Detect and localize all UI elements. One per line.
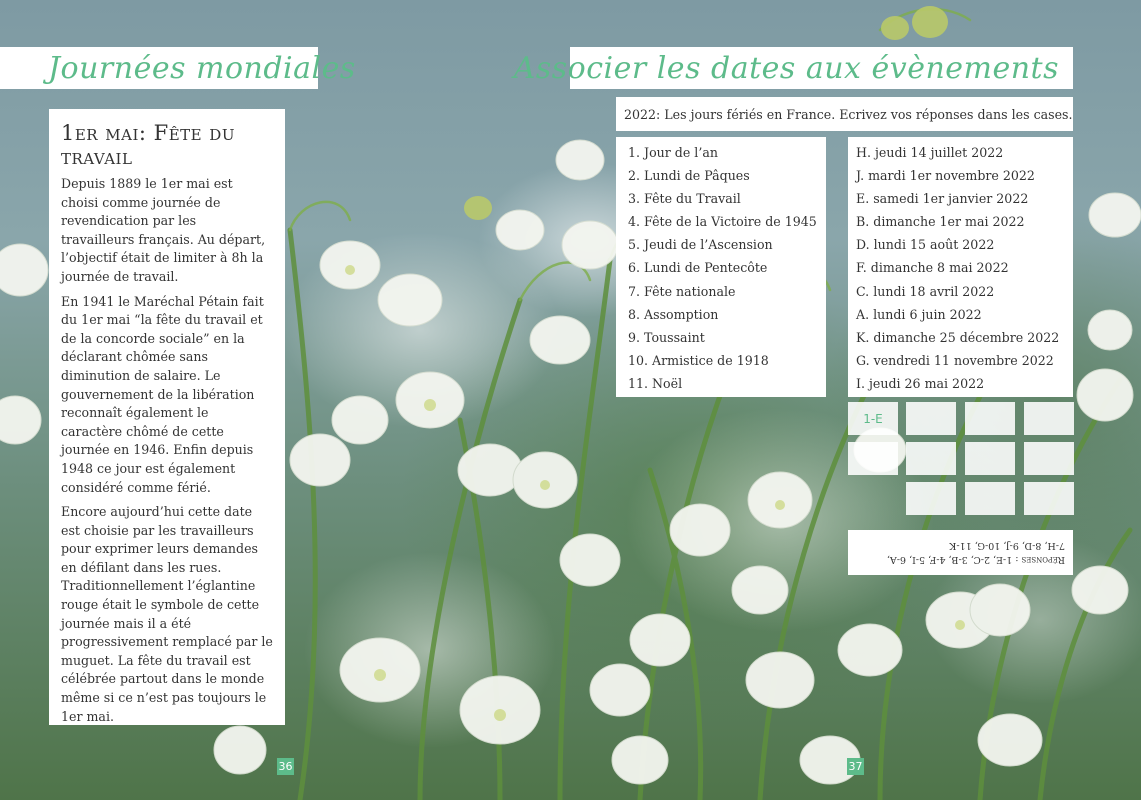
date-item: F. dimanche 8 mai 2022 — [856, 260, 1009, 276]
events-list — [616, 137, 826, 397]
solutions-line: 7-H, 8-D, 9-J, 10-G, 11-K — [949, 540, 1065, 552]
left-page-title: Journées mondiales — [48, 50, 356, 86]
answer-cell[interactable] — [1024, 482, 1074, 515]
page-number-right: 37 — [848, 760, 863, 773]
answer-cell[interactable] — [906, 482, 956, 515]
answer-cell[interactable] — [965, 442, 1015, 475]
event-item: 8. Assomption — [628, 306, 719, 322]
article-heading: 1er mai: Fête du travail — [61, 121, 235, 169]
event-item: 2. Lundi de Pâques — [628, 168, 750, 184]
date-item: D. lundi 15 août 2022 — [856, 237, 995, 253]
answer-cell[interactable] — [965, 482, 1015, 515]
date-item: K. dimanche 25 décembre 2022 — [856, 329, 1060, 345]
dates-list — [848, 137, 1073, 397]
upside-down-solutions — [848, 530, 1073, 575]
answer-cell[interactable] — [1024, 402, 1074, 435]
answer-cell[interactable] — [848, 442, 898, 475]
date-item: J. mardi 1er novembre 2022 — [856, 168, 1035, 184]
event-item: 1. Jour de l’an — [628, 145, 718, 160]
left-page-title-banner — [0, 47, 356, 89]
article-paragraph: En 1941 le Maréchal Pétain fait du 1er mai “la fête du travail et de la concorde sociale” en la déclarant chômée sans diminution de salaire. Le gouvernement de la libération reconnaît également le caractère chômé de cette journée en 1946. Enfin depuis 1948 ce jour est également considéré comme férié. — [61, 293, 264, 495]
event-item: 10. Armistice de 1918 — [628, 352, 769, 368]
solutions-line: Réponses : 1-E, 2-C, 3-B, 4-F, 5-I, 6-A, — [886, 554, 1065, 566]
event-item: 3. Fête du Travail — [628, 191, 741, 207]
event-item: 6. Lundi de Pentecôte — [628, 260, 768, 276]
instruction-text: 2022: Les jours fériés en France. Ecrivez vos réponses dans les cases. — [616, 97, 1073, 131]
right-page-title: Associer les dates aux évènements — [513, 50, 1059, 86]
article-paragraph: Depuis 1889 le 1er mai est choisi comme journée de revendication par les travailleurs français. Au départ, l’objectif était de limiter à 8h la journée de travail. — [61, 176, 266, 284]
answer-cell[interactable] — [906, 442, 956, 475]
date-item: E. samedi 1er janvier 2022 — [856, 191, 1029, 207]
page-number-left: 36 — [278, 760, 293, 773]
date-item: H. jeudi 14 juillet 2022 — [856, 145, 1004, 160]
event-item: 4. Fête de la Victoire de 1945 — [628, 214, 817, 230]
date-item: B. dimanche 1er mai 2022 — [856, 214, 1025, 230]
answer-cell[interactable] — [906, 402, 956, 435]
right-page-title-banner — [513, 47, 1073, 89]
event-item: 9. Toussaint — [628, 329, 705, 345]
event-item: 5. Jeudi de l’Ascension — [628, 237, 773, 253]
date-item: A. lundi 6 juin 2022 — [856, 306, 982, 322]
date-item: G. vendredi 11 novembre 2022 — [856, 352, 1054, 368]
article-paragraph: Encore aujourd’hui cette date est choisie par les travailleurs pour exprimer leurs demandes en défilant dans les rues. Traditionnellement l’églantine rouge était le symbole de cette journée mais il a été progressivement remplacé par le muguet. La fête du travail est célébrée partout dans le monde même si ce n’est pas toujours le 1er mai. — [61, 504, 273, 724]
event-item: 7. Fête nationale — [628, 283, 736, 299]
date-item: I. jeudi 26 mai 2022 — [856, 375, 985, 391]
answer-cell[interactable] — [965, 402, 1015, 435]
date-item: C. lundi 18 avril 2022 — [856, 283, 995, 299]
answer-cell[interactable]: 1-E — [848, 402, 898, 435]
event-item: 11. Noël — [628, 375, 683, 391]
article-panel — [49, 109, 285, 725]
answer-cell[interactable] — [1024, 442, 1074, 475]
